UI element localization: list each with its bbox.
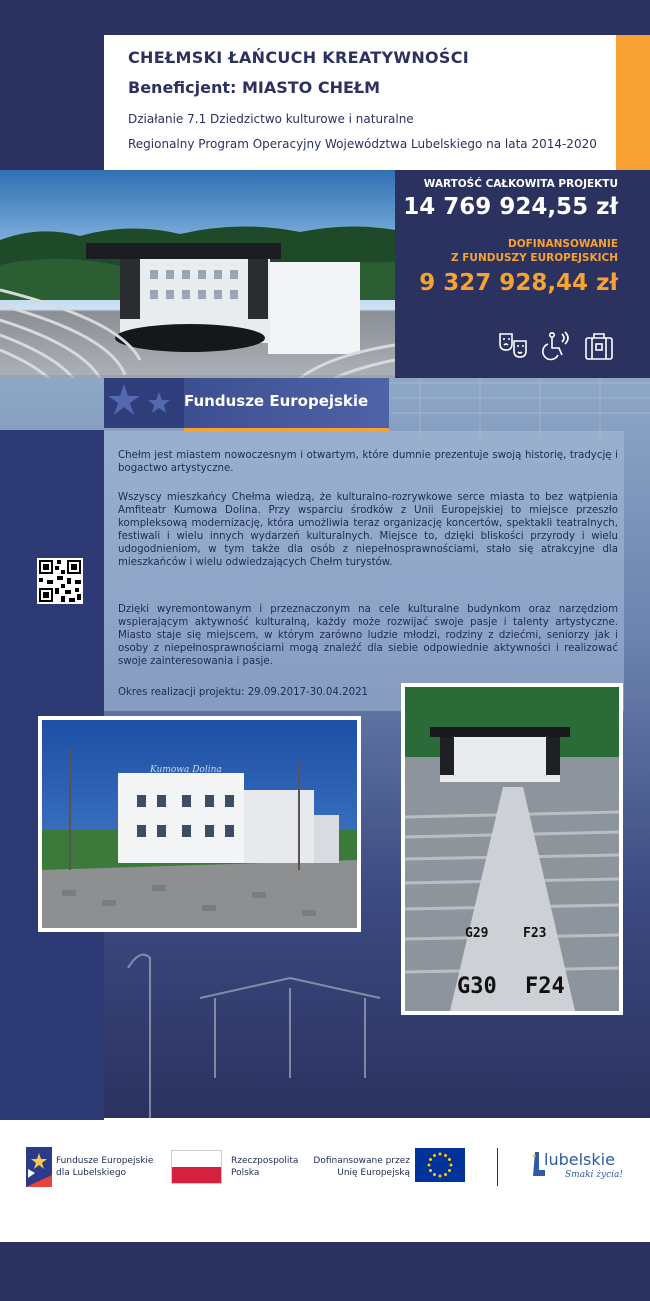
footer-divider [497,1148,498,1186]
eu-logo-line2: Unię Europejską [337,1168,410,1178]
funding-label-line1: DOFINANSOWANIE [507,238,618,250]
qr-code-icon [37,558,83,604]
eu-flag [415,1148,465,1182]
section-title: Fundusze Europejskie [184,392,369,410]
fundusze-europejskie-logo [26,1147,52,1187]
paragraph-intro: Chełm jest miastem nowoczesnym i otwartym, które dumnie prezentuje swoją historię, tradycję i bogactwo artystyczne. [118,450,618,474]
paragraph-activities: Dzięki wyremontowanym i przeznaczonym na cele kulturalne budynkom oraz narzędziom wspierającym aktywność kulturalną, każdy może rozwijać swoje pasje i talenty artystyczne. Miasto staje się miejscem, w którym zarówno ludzie młodzi, rodziny z dziećmi, seniorzy jak i osoby z niepełnosprawnościami mogą znaleźć dla siebie odpowiednie aktywności i realizować swoje zainteresowania i pasje. [118,604,618,667]
luggage-icon [583,330,615,366]
footer-logos [0,1120,650,1242]
orange-accent [616,35,650,170]
steps-photo [405,687,619,1011]
bottom-bar [0,1242,650,1301]
header-panel [104,35,616,170]
amphitheatre-photo [0,170,395,402]
amphitheatre-illustration [0,170,395,402]
seat-label-f23: F23 [523,926,547,941]
building-photo [42,720,357,928]
total-value-label: WARTOŚĆ CAŁKOWITA PROJEKTU [423,178,618,190]
lubelskie-slogan: Smaki życia! [565,1170,623,1180]
left-strip [0,35,104,170]
building-photo-frame [38,716,361,932]
eu-stars-decoration [104,378,184,428]
fe-logo-line2: dla Lubelskiego [56,1168,127,1178]
program-label: Regionalny Program Operacyjny Województwa Lubelskiego na lata 2014-2020 [128,137,597,151]
steps-photo-frame [401,683,623,1015]
action-label: Działanie 7.1 Dziedzictwo kulturowe i naturalne [128,112,414,126]
funding-value: 9 327 928,44 zł [419,270,618,296]
seat-label-g29: G29 [465,926,489,941]
seat-label-f24: F24 [525,974,565,999]
accessibility-icon [540,330,572,366]
building-sign-text: Kumowa Dolina [150,765,222,775]
eu-logo-line1: Dofinansowane przez [313,1156,410,1166]
top-bar [0,0,650,35]
pl-logo-line1: Rzeczpospolita [231,1156,299,1166]
lubelskie-name: lubelskie [544,1150,615,1169]
polish-flag [171,1150,222,1184]
total-value: 14 769 924,55 zł [403,194,618,220]
beneficiary: Beneficjent: MIASTO CHEŁM [128,78,381,97]
seat-label-g30: G30 [457,974,497,999]
qr-code[interactable] [37,558,83,604]
stats-panel [395,170,650,378]
pl-logo-line2: Polska [231,1168,260,1178]
theater-masks-icon [497,330,529,366]
project-period: Okres realizacji projektu: 29.09.2017-30.04.2021 [118,687,369,698]
fe-logo-line1: Fundusze Europejskie [56,1156,154,1166]
paragraph-amphitheatre: Wszyscy mieszkańcy Chełma wiedzą, że kulturalno-rozrywkowe serce miasta to bez wątpienia Amfiteatr Kumowa Dolina. Przy wsparciu środków z Unii Europejskiej to miejsce przeszło kompleksową modernizację, która umożliwia teraz organizację koncertów, spektakli teatralnych, festiwali i wielu innych wydarzeń kulturalnych. Miejsce to, dzięki bliskości przyrody i wielu udogodnieniom, w tym także dla osób z niepełnosprawnościami, stało się atrakcyjne dla mieszkańców i wielu odwiedzających Chełm turystów. [118,492,618,568]
funding-label-line2: Z FUNDUSZY EUROPEJSKICH [450,252,618,264]
project-title: CHEŁMSKI ŁAŃCUCH KREATYWNOŚCI [128,48,470,67]
